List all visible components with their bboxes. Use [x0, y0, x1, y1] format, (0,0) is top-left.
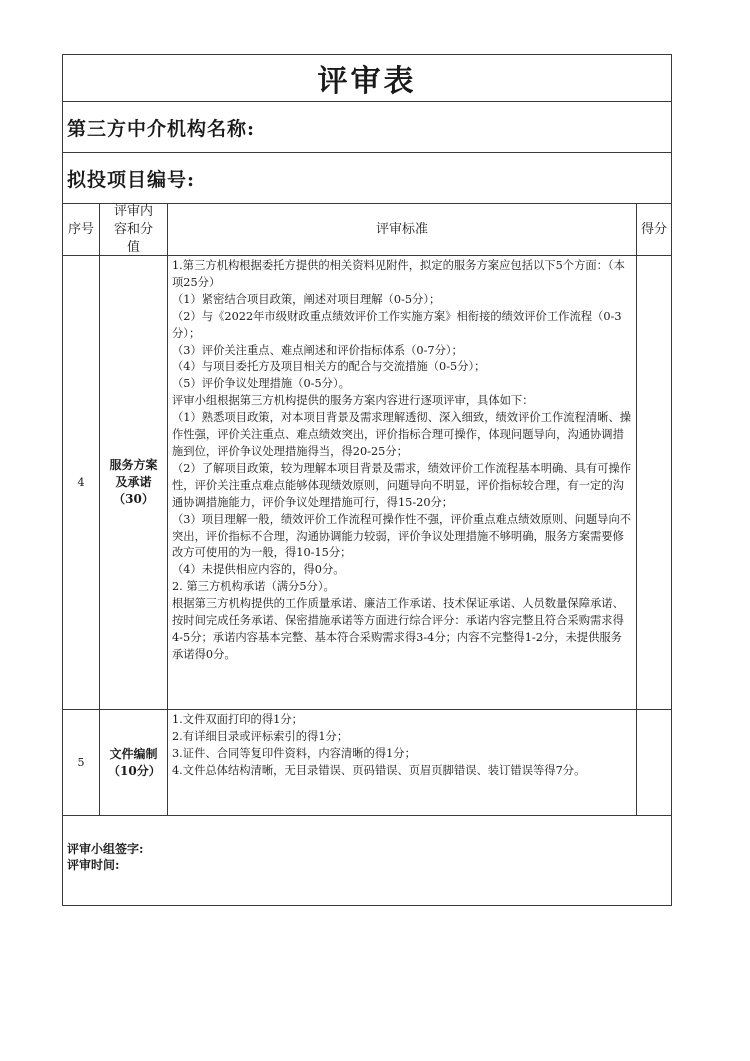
row-4-index: 4	[77, 475, 85, 489]
criteria-line: 2.有详细目录或评标索引的得1分；	[172, 729, 349, 743]
project-number-row	[63, 153, 671, 204]
row-5-index: 5	[77, 755, 85, 769]
row-5-score	[637, 710, 671, 815]
review-form	[62, 54, 672, 906]
signature-label: 评审小组签字:	[67, 842, 144, 856]
criteria-line: （3）项目理解一般，绩效评价工作流程可操作性不强，评价重点难点绩效原则、问题导向不突出，评价指标不合理，沟通协调能力较弱，评价争议处理措施不够明确，服务方案需要修改方可使用的为一般，得10-15分；	[172, 512, 632, 560]
criteria-line: 1.第三方机构根据委托方提供的相关资料见附件，拟定的服务方案应包括以下5个方面：（本项25分）	[172, 259, 625, 289]
criteria-line: （5）评价争议处理措施（0-5分）。	[172, 377, 350, 391]
header-score: 得分	[640, 221, 667, 237]
review-time-label: 评审时间:	[67, 858, 120, 872]
project-number-label: 拟投项目编号:	[67, 168, 196, 191]
agency-name-label: 第三方中介机构名称:	[67, 117, 256, 140]
criteria-line: （3）评价关注重点、难点阐述和评价指标体系（0-7分）；	[172, 343, 463, 357]
criteria-line: 评审小组根据第三方机构提供的服务方案内容进行逐项评审，具体如下：	[172, 394, 534, 408]
criteria-line: 根据第三方机构提供的工作质量承诺、廉洁工作承诺、技术保证承诺、人员数量保障承诺、按时间完成任务承诺、保密措施承诺等方面进行综合评分：承诺内容完整且符合采购需求得4-5分；承诺内容基本完整、基本符合采购需求得3-4分；内容不完整得1-2分，未提供服务承诺得0分。	[172, 597, 624, 661]
form-title: 评审表	[317, 64, 417, 99]
criteria-line: （1）紧密结合项目政策，阐述对项目理解（0-5分）；	[172, 292, 441, 306]
criteria-line: （4）未提供相应内容的，得0分。	[172, 563, 345, 577]
signature-block	[67, 841, 143, 873]
criteria-line: 1.文件双面打印的得1分；	[172, 713, 303, 726]
header-content: 评审内容和分值	[113, 203, 153, 255]
criteria-line: （2）了解项目政策，较为理解本项目背景及需求，绩效评价工作流程基本明确、具有可操作性，评价关注重点难点能够体现绩效原则，问题导向不明显，评价指标较合理，有一定的沟通协调措施能力，评价争议处理措施可行，得15-20分；	[172, 461, 632, 509]
criteria-table	[63, 204, 671, 816]
criteria-line: （4）与项目委托方及项目相关方的配合与交流措施（0-5分）；	[172, 360, 486, 374]
row-4-criteria	[168, 256, 636, 709]
criteria-line: 4.文件总体结构清晰，无目录错误、页码错误、页眉页脚错误、装订错误等得7分。	[172, 763, 586, 777]
criteria-line: （2）与《2022年市级财政重点绩效评价工作实施方案》相衔接的绩效评价工作流程（0-3分）；	[172, 309, 622, 340]
header-criteria: 评审标准	[375, 221, 428, 237]
row-5-criteria	[168, 710, 636, 815]
title-row	[63, 55, 671, 102]
criteria-line: 3.证件、合同等复印件资料，内容清晰的得1分；	[172, 746, 416, 760]
criteria-line: （1）熟悉项目政策，对本项目背景及需求理解透彻、深入细致，绩效评价工作流程清晰、操作性强，评价关注重点、难点绩效突出，评价指标合理可操作，体现问题导向，沟通协调措施到位，评价争议处理措施得当，得20-25分；	[172, 411, 632, 458]
row-4-content: 服务方案及承诺（30）	[109, 458, 158, 506]
criteria-line: 2. 第三方机构承诺（满分5分）。	[172, 580, 335, 594]
row-4-score	[637, 256, 671, 709]
row-5-content: 文件编制（10分）	[108, 746, 161, 778]
header-index: 序号	[67, 221, 94, 237]
agency-name-row	[63, 102, 671, 153]
